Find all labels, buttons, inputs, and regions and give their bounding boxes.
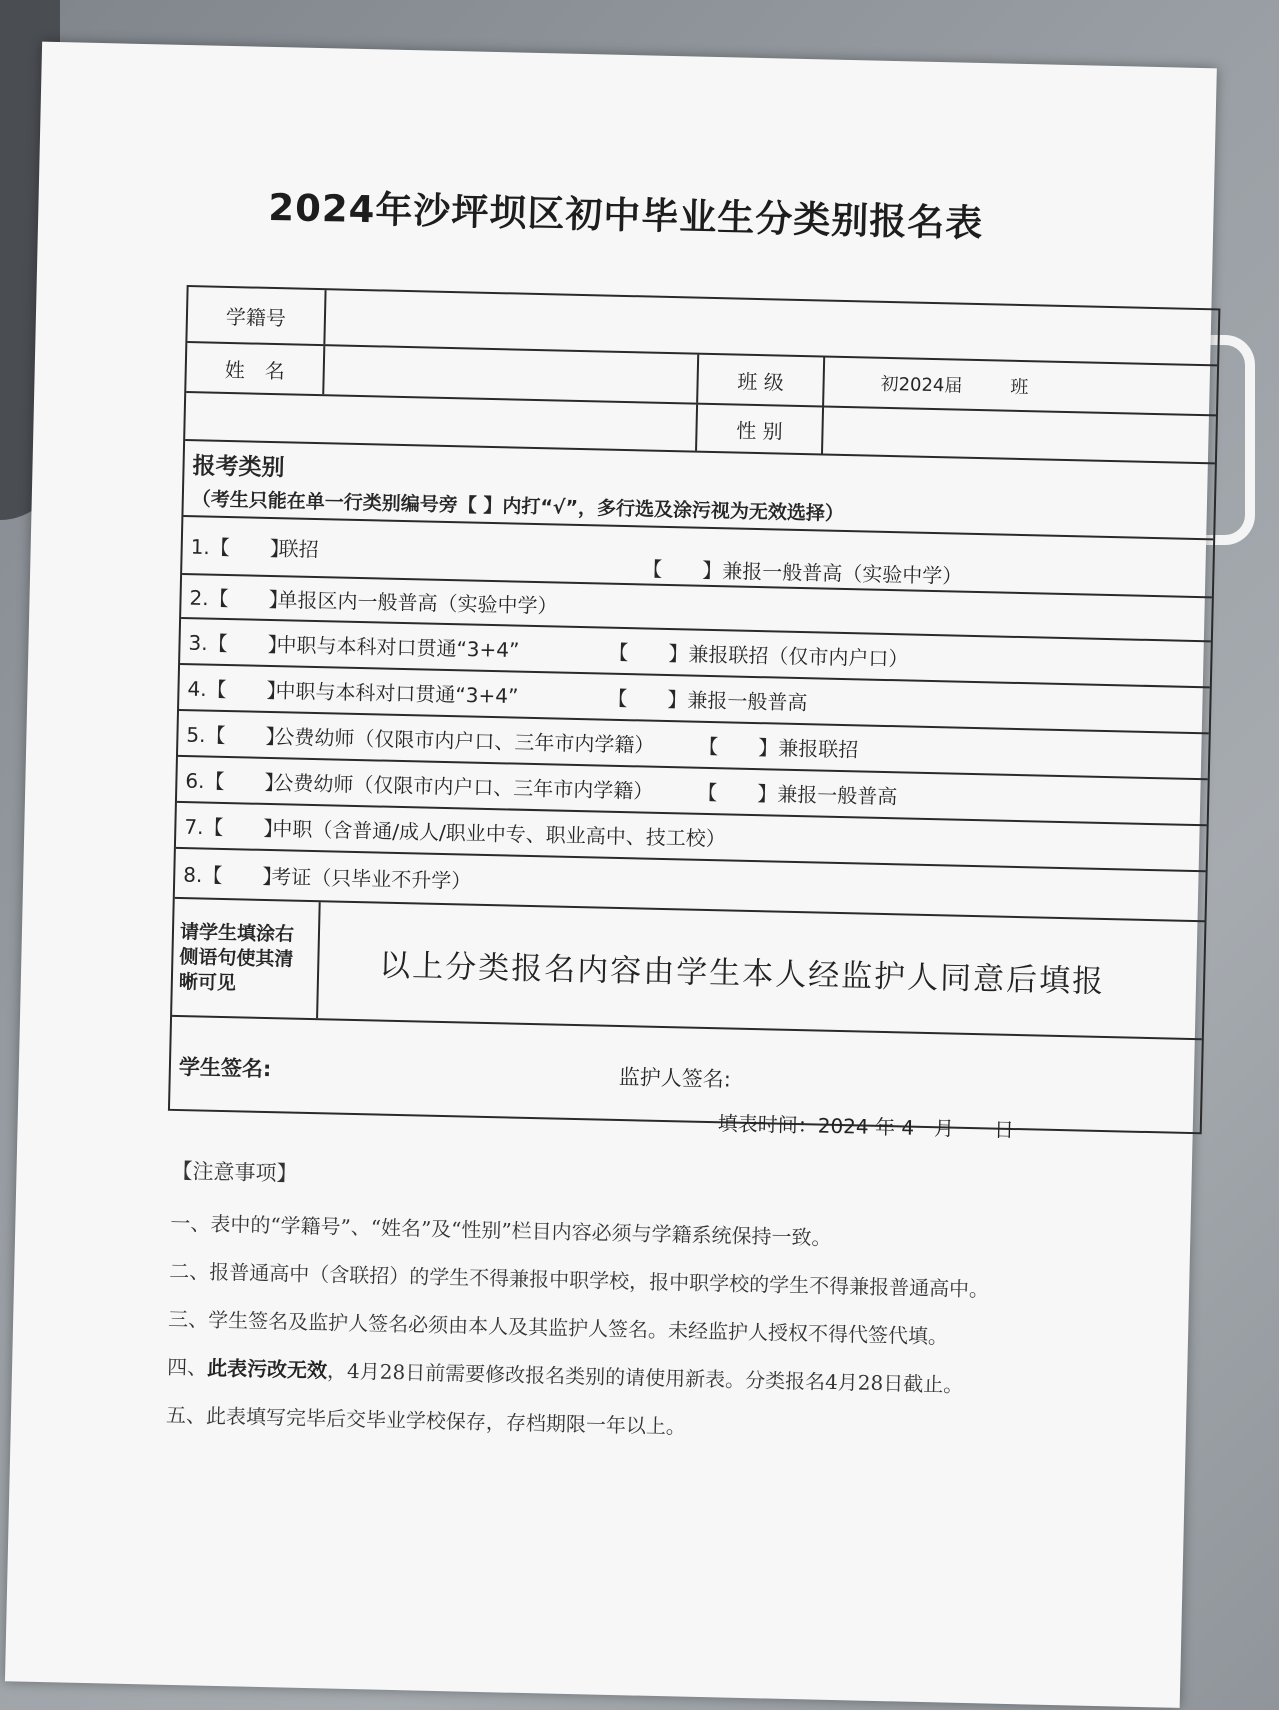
note-item-1 <box>170 1207 1170 1259</box>
notes-section <box>165 1155 1171 1470</box>
option-text: 公费幼师（仅限市内户口、三年市内学籍） <box>274 724 655 758</box>
registration-form-paper <box>5 42 1217 1708</box>
gender-label: 性 别 <box>695 405 822 454</box>
option-num[interactable]: 1.【 】 <box>190 534 291 561</box>
option-extra[interactable]: 【 】兼报一般普高 <box>607 686 808 715</box>
gender-field[interactable] <box>821 407 1216 462</box>
form-table <box>168 285 1220 1134</box>
option-num[interactable]: 5.【 】 <box>186 722 286 749</box>
category-title: 报考类别 <box>192 453 285 482</box>
category-note: （考生只能在单一行类别编号旁【 】内打“√”，多行选及涂污视为无效选择） <box>191 488 845 525</box>
class-value-prefix: 初2024届 <box>880 373 963 397</box>
option-extra[interactable]: 【 】兼报一般普高 <box>697 780 898 809</box>
option-num[interactable]: 8.【 】 <box>183 862 283 889</box>
option-extra[interactable]: 【 】兼报联招（仅市内户口） <box>608 640 909 671</box>
note-text-rest: ，4月28日前需要修改报名类别的请使用新表。分类报名4月28日截止。 <box>326 1358 964 1397</box>
trace-sentence[interactable]: 以上分类报名内容由学生本人经监护人同意后填报 <box>316 902 1204 1038</box>
option-extra[interactable]: 【 】兼报一般普高（实验中学） <box>642 557 963 589</box>
note-item-2 <box>169 1255 1169 1307</box>
option-extra[interactable]: 【 】兼报联招 <box>698 734 859 762</box>
option-text: 考证（只毕业不升学） <box>270 864 472 894</box>
guardian-signature-label: 监护人签名: <box>618 1065 732 1092</box>
name-label: 姓 名 <box>224 357 286 383</box>
form-title: 2024年沙坪坝区初中毕业生分类别报名表 <box>267 185 984 246</box>
option-text: 单报区内一般普高（实验中学） <box>277 587 558 619</box>
option-num[interactable]: 3.【 】 <box>188 630 288 657</box>
student-signature-field[interactable] <box>300 1040 601 1097</box>
guardian-signature-field[interactable] <box>750 1050 1151 1109</box>
option-text: 中职与本科对口贯通“3+4” <box>275 678 519 709</box>
option-num[interactable]: 7.【 】 <box>184 814 284 841</box>
option-text: 公费幼师（仅限市内户口、三年市内学籍） <box>273 770 654 804</box>
option-num[interactable]: 2.【 】 <box>189 585 289 612</box>
trace-row <box>172 899 1204 1040</box>
class-label: 班 级 <box>696 355 823 406</box>
trace-instruction: 请学生填涂右侧语句使其清晰可见 <box>178 920 295 994</box>
note-text: 三、学生签名及监护人签名必须由本人及其监护人签名。未经监护人授权不得代签代填。 <box>167 1306 949 1349</box>
option-text: 中职与本科对口贯通“3+4” <box>276 632 520 663</box>
class-field[interactable] <box>822 357 1217 414</box>
note-text: 一、表中的“学籍号”、“姓名”及“性别”栏目内容必须与学籍系统保持一致。 <box>170 1210 832 1250</box>
class-value-suffix: 班 <box>1010 376 1029 399</box>
note-item-5 <box>166 1399 1166 1451</box>
student-id-label: 学籍号 <box>225 304 287 330</box>
note-text: 二、报普通高中（含联招）的学生不得兼报中职学校，报中职学校的学生不得兼报普通高中。 <box>169 1258 990 1302</box>
note-item-4 <box>167 1351 1167 1403</box>
note-bold-text: 此表污改无效 <box>206 1355 328 1383</box>
name-field[interactable] <box>322 346 697 402</box>
option-text: 中职（含普通/成人/职业中专、职业高中、技工校） <box>272 816 726 851</box>
notes-title: 【注意事项】 <box>171 1158 298 1186</box>
note-text: 四、 <box>166 1354 208 1380</box>
note-item-3 <box>168 1303 1168 1355</box>
fill-date: 填表时间：2024 年 4 月 日 <box>717 1111 1015 1142</box>
option-num[interactable]: 4.【 】 <box>187 676 287 703</box>
option-num[interactable]: 6.【 】 <box>185 768 285 795</box>
note-text: 五、此表填写完毕后交毕业学校保存，存档期限一年以上。 <box>165 1402 687 1439</box>
student-signature-label: 学生签名: <box>178 1055 272 1082</box>
option-text: 联招 <box>278 536 319 562</box>
